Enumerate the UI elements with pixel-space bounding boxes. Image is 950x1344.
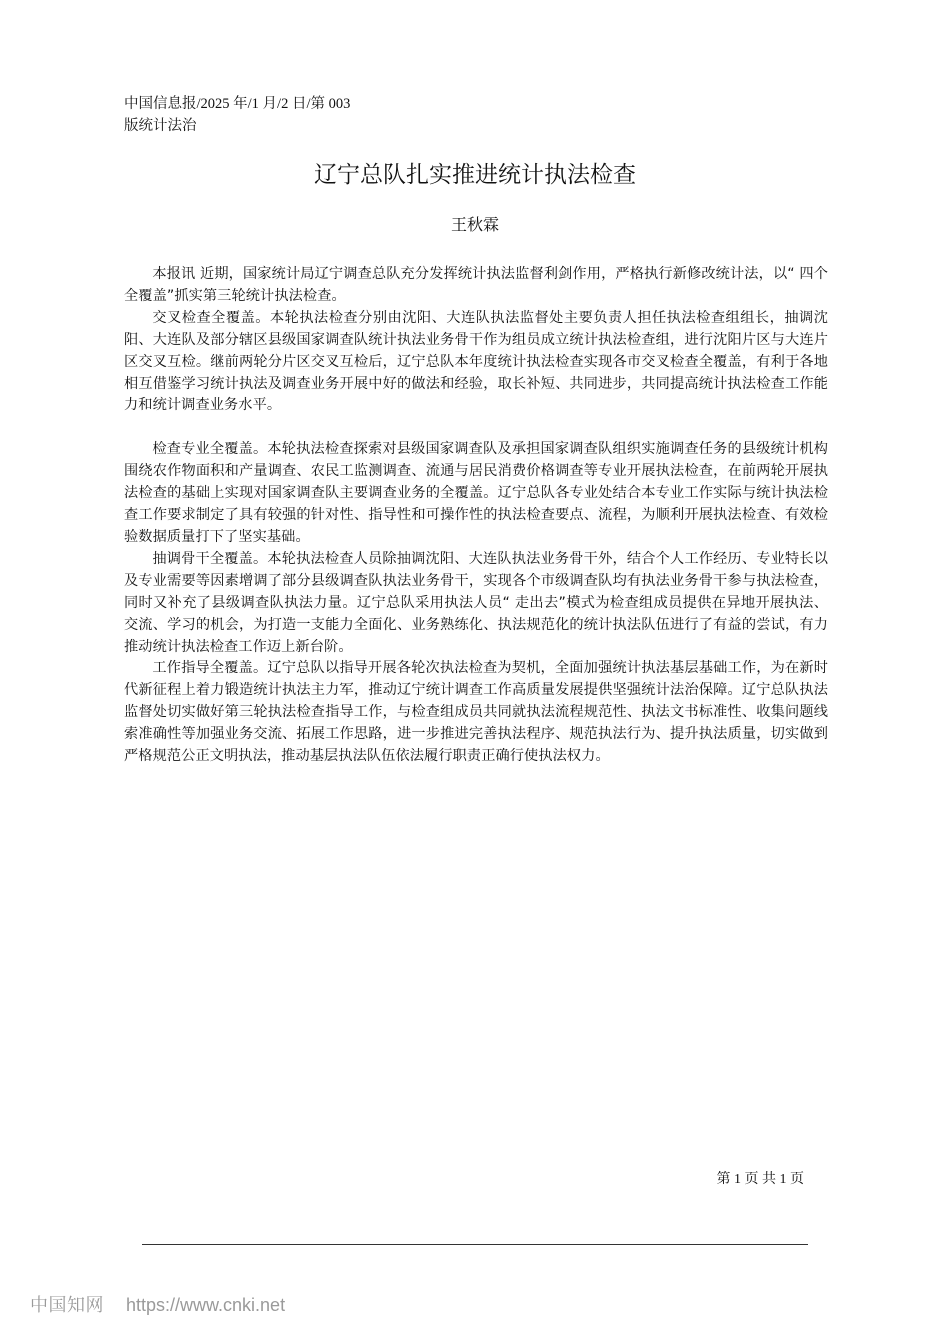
article-author: 王秋霖 — [450, 215, 499, 234]
source-line-2: 版统计法治 — [124, 118, 197, 134]
paragraph-intro: 本报讯 近期，国家统计局辽宁调查总队充分发挥统计执法监督利剑作用，严格执行新修改统计法，以“ 四个全覆盖”抓实第三轮统计执法检查。 — [124, 266, 828, 304]
paragraph-cross-check: 交叉检查全覆盖。本轮执法检查分别由沈阳、大连队执法监督处主要负责人担任执法检查组组长，抽调沈阳、大连队及部分辖区县级国家调查队统计执法业务骨干作为组员成立统计执法检查组，进行沈阳片区与大连片区交叉互检。继前两轮分片区交叉互检后，辽宁总队本年度统计执法检查实现各市交叉检查全覆盖，有利于各地相互借鉴学习统计执法及调查业务开展中好的做法和经验，取长补短、共同进步，共同提高统计执法检查工作能力和统计调查业务水平。 — [124, 309, 828, 414]
watermark-brand: 中国知网 — [30, 1295, 104, 1316]
paragraph-specialty-check: 检查专业全覆盖。本轮执法检查探索对县级国家调查队及承担国家调查队组织实施调查任务的县级统计机构围绕农作物面积和产量调查、农民工监测调查、流通与居民消费价格调查等专业开展执法检查，在前两轮开展执法检查的基础上实现对国家调查队主要调查业务的全覆盖。辽宁总队各专业处结合本专业工作实际与统计执法检查工作要求制定了具有较强的针对性、指导性和可操作性的执法检查要点、流程，为顺利开展执法检查、有效检验数据质量打下了坚实基础。 — [124, 441, 828, 545]
watermark-url: https://www.cnki.net — [126, 1295, 286, 1315]
source-line-1: 中国信息报/2025 年/1 月/2 日/第 003 — [124, 96, 351, 112]
article-title: 辽宁总队扎实推进统计执法检查 — [314, 162, 636, 188]
page-indicator: 第 1 页 共 1 页 — [716, 1172, 804, 1187]
source-citation — [124, 93, 414, 137]
article-body — [124, 264, 828, 768]
paragraph-work-guidance: 工作指导全覆盖。辽宁总队以指导开展各轮次执法检查为契机，全面加强统计执法基层基础工作，为在新时代新征程上着力锻造统计执法主力军，推动辽宁统计调查工作高质量发展提供坚强统计法治保障。辽宁总队执法监督处切实做好第三轮执法检查指导工作，与检查组成员共同就执法流程规范性、执法文书标准性、收集问题线索准确性等加强业务交流、拓展工作思路，进一步推进完善执法程序、规范执法行为、提升执法质量，切实做到严格规范公正文明执法，推动基层执法队伍依法履行职责正确行使执法权力。 — [124, 660, 828, 765]
paragraph-backbone-staff: 抽调骨干全覆盖。本轮执法检查人员除抽调沈阳、大连队执法业务骨干外，结合个人工作经历、专业特长以及专业需要等因素增调了部分县级调查队执法业务骨干，实现各个市级调查队均有执法业务骨干参与执法检查，同时又补充了县级调查队执法力量。辽宁总队采用执法人员“ 走出去”模式为检查组成员提供在异地开展执法、交流、学习的机会，为打造一支能力全面化、业务熟练化、执法规范化的统计执法队伍进行了有益的尝试，有力推动统计执法检查工作迈上新台阶。 — [124, 550, 828, 655]
cnki-watermark — [30, 1291, 285, 1320]
footer-divider — [142, 1244, 808, 1245]
